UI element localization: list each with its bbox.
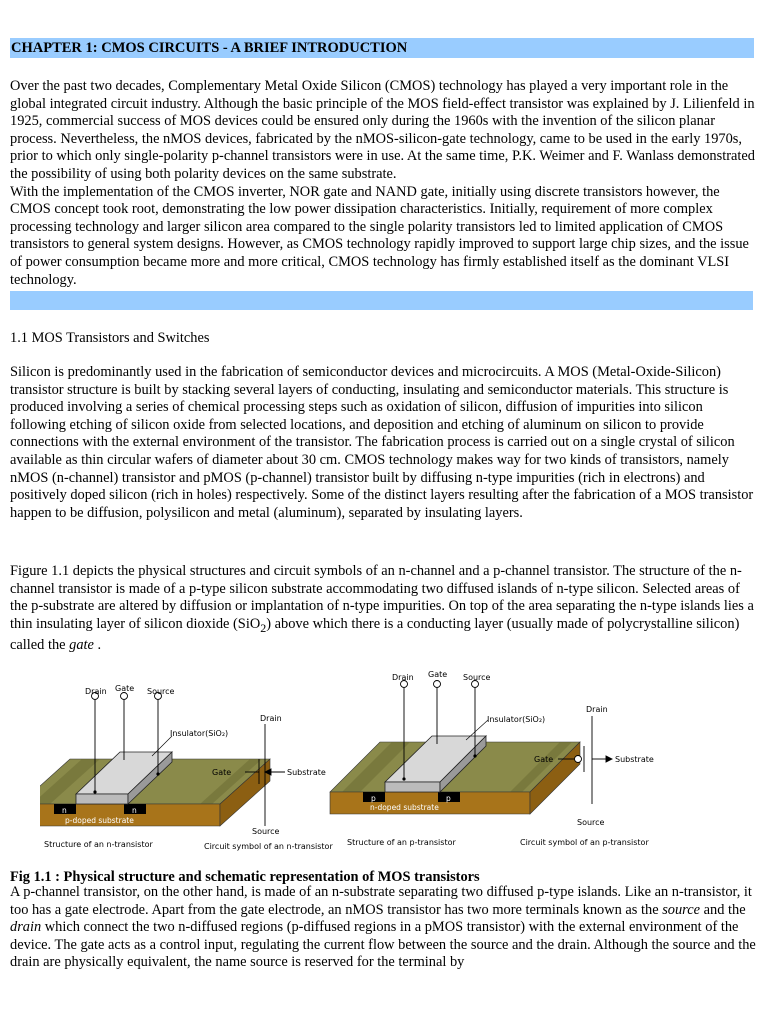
- figure-caption: Fig 1.1 : Physical structure and schematic representation of MOS transistors: [10, 869, 480, 885]
- n-structure-caption: Structure of an n-transistor: [44, 840, 153, 849]
- pchannel-paragraph: [10, 884, 758, 972]
- pchannel-text-2: and the: [700, 901, 746, 918]
- pchannel-text-1: A p-channel transistor, on the other hand, is made of an n-substrate separating two diffused p-type islands. Like an n-transistor, it too has a gate electrode. Apart from the gate electrode, an nMOS transistor has two more terminals known as the: [10, 884, 752, 918]
- figure-text-2: ) above which there is a conducting layer (usually made of polycrystalline silicon) called the: [10, 615, 740, 654]
- figure-subscript: 2: [260, 620, 267, 635]
- section-divider: [10, 291, 753, 310]
- n-drain-label: Drain: [85, 687, 107, 696]
- n-transistor-structure: [40, 693, 270, 827]
- drain-term: drain: [10, 919, 42, 936]
- section-paragraph: [10, 364, 758, 522]
- gate-term: gate: [69, 637, 94, 654]
- figure-paragraph: [10, 563, 758, 655]
- p-symbol-caption: Circuit symbol of an p-transistor: [520, 838, 649, 847]
- p-drain-label: Drain: [392, 673, 414, 682]
- n-symbol-gate: Gate: [212, 768, 232, 777]
- section-heading: 1.1 MOS Transistors and Switches: [10, 330, 210, 346]
- figure-text-end: .: [93, 637, 102, 654]
- intro-paragraph-2: With the implementation of the CMOS inverter, NOR gate and NAND gate, initially using discrete transistors however, the CMOS concept took root, demonstrating the low power dissipation characteristics. Initially, requirement of more complex processing technology and larger silicon area compared to the single polarity transistors led to limited application of CMOS transistors to general system designs. However, as CMOS technology rapidly improved to support large chip sizes, and the issue of power consumption became more and more critical, CMOS technology has firmly established itself as the dominant VLSI technology.: [10, 183, 749, 288]
- n-island-right: n: [132, 806, 137, 815]
- p-island-right: p: [446, 794, 451, 803]
- p-symbol-drain: Drain: [586, 705, 608, 714]
- pchannel-text-3: which connect the two n-diffused regions (p-diffused regions in a pMOS transistor) with the external environment of the device. The gate acts as a control input, regulating the current flow between the source and the drain. Although the source and the drain are physically equivalent, the name source is reserved for the terminal by: [10, 919, 756, 971]
- n-symbol-drain: Drain: [260, 714, 282, 723]
- intro-section: [10, 78, 758, 289]
- chapter-title: CHAPTER 1: CMOS CIRCUITS - A BRIEF INTRODUCTION: [10, 38, 754, 58]
- n-source-label: Source: [147, 687, 175, 696]
- p-island-left: p: [371, 794, 376, 803]
- n-symbol-source: Source: [252, 827, 280, 836]
- p-symbol-source: Source: [577, 818, 605, 827]
- n-symbol-substrate: Substrate: [287, 768, 326, 777]
- n-doped-substrate-label: n-doped substrate: [370, 803, 439, 812]
- n-gate-label: Gate: [115, 684, 135, 693]
- silicon-paragraph: Silicon is predominantly used in the fabrication of semiconductor devices and microcircuits. A MOS (Metal-Oxide-Silicon) transistor structure is built by stacking several layers of conducting, insulating and semiconductor materials. This structure is produced involving a series of chemical processing steps such as oxidation of silicon, diffusion of impurities into silicon following etching of silicon oxide from selected locations, and deposition and etching of aluminum on silicon to provide connections with the external environment of the transistor. The fabrication process is carried out on a single crystal of silicon available as thin circular wafers of diameter about 30 cm. CMOS technology makes way for two kinds of transistors, namely nMOS (n-channel) transistor and pMOS (p-channel) transistor built by diffusing n-type impurities (rich in electrons) and positively doped silicon (rich in holes) respectively. Some of the distinct layers resulting after the fabrication of a MOS transistor happen to be diffusion, polysilicon and metal (aluminum), separated by insulating layers.: [10, 364, 754, 521]
- figure-text-1: Figure 1.1 depicts the physical structures and circuit symbols of an n-channel and a p-channel transistor. The structure of the n-channel transistor is made of a p-type silicon substrate accommodating two diffused islands of n-type silicon. Selected areas of the p-substrate are altered by diffusion or implantation of n-type impurities. On top of the area separating the n-type islands lies a thin insulating layer of silicon dioxide (SiO: [10, 563, 754, 632]
- source-term: source: [662, 901, 701, 918]
- pchannel-section: [10, 884, 758, 972]
- p-source-label: Source: [463, 673, 491, 682]
- p-insulator-label: Insulator(SiO₂): [487, 715, 546, 724]
- n-symbol-caption: Circuit symbol of an n-transistor: [204, 842, 333, 851]
- n-insulator-label: Insulator(SiO₂): [170, 729, 229, 738]
- p-gate-label: Gate: [428, 670, 448, 679]
- p-symbol-gate: Gate: [534, 755, 554, 764]
- intro-paragraph-1: Over the past two decades, Complementary Metal Oxide Silicon (CMOS) technology has played a very important role in the global integrated circuit industry. Although the basic principle of the MOS field-effect transistor was explained by J. Lilienfeld in 1925, commercial success of MOS devices could be ensured only during the 1960s with the invention of the silicon planar process. Nevertheless, the nMOS devices, fabricated by the nMOS-silicon-gate technology, came to be used in the early 1970s, prior to which only single-polarity p-channel transistors were in use. At the same time, P.K. Weimer and F. Wanlass demonstrated the possibility of using both polarity devices on the same substrate.: [10, 78, 755, 182]
- p-transistor-structure: [330, 681, 580, 815]
- mos-figure: [40, 664, 660, 854]
- n-island-left: n: [62, 806, 67, 815]
- p-doped-substrate-label: p-doped substrate: [65, 816, 134, 825]
- p-symbol-substrate: Substrate: [615, 755, 654, 764]
- p-structure-caption: Structure of an p-transistor: [347, 838, 456, 847]
- figure-description: [10, 563, 758, 655]
